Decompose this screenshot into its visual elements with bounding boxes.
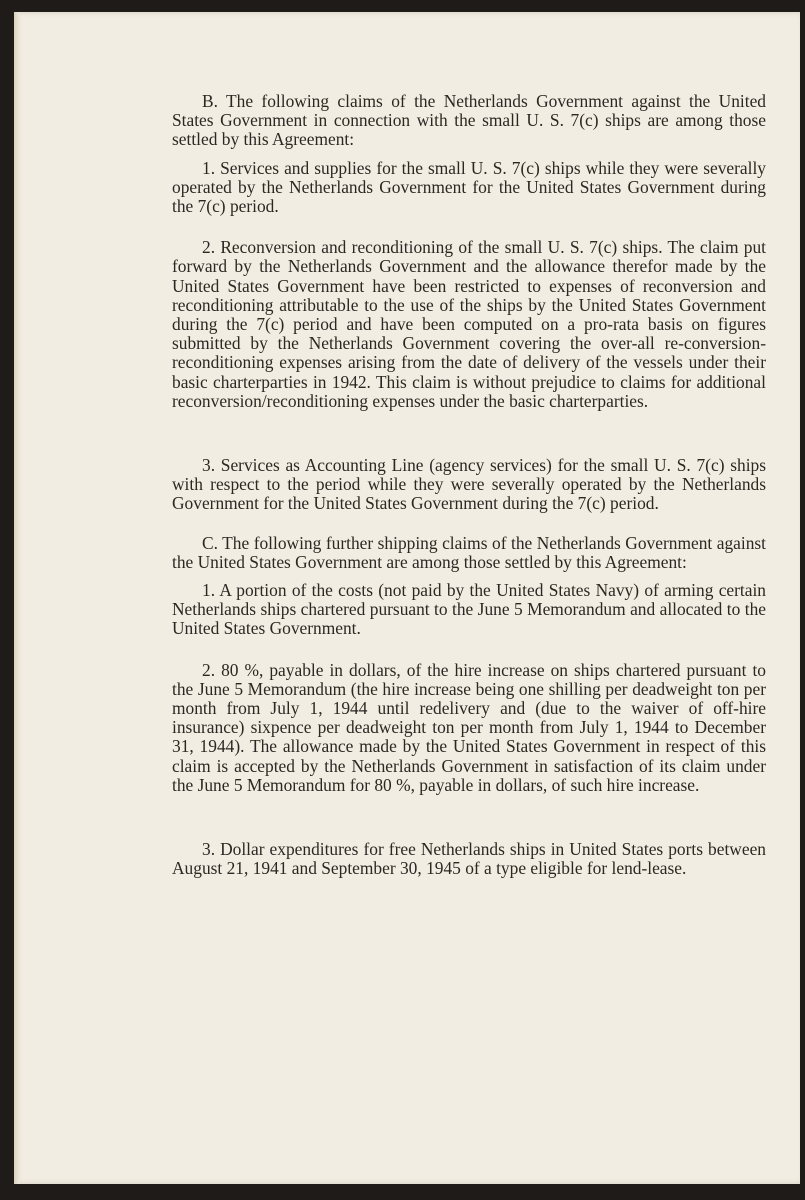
section-b-item-2: 2. Reconversion and reconditioning of the small U. S. 7(c) ships. The claim put forward by the Netherlands Government and the allowance therefor made by the United States Government have been restricted to expenses of reconversion and reconditioning attributable to the use of the ships by the United States Government during the 7(c) period and have been computed on a pro-rata basis on figures submitted by the Netherlands Government covering the over-all re-conversion-reconditioning expenses arising from the date of delivery of the vessels under their basic charterparties in 1942. This claim is without prejudice to claims for additional reconversion/reconditioning expenses under the basic charterparties. [172,237,766,411]
section-b-item-1: 1. Services and supplies for the small U. S. 7(c) ships while they were severally operated by the Netherlands Government for the United States Government during the 7(c) period. [172,157,766,217]
section-c-item-2: 2. 80 %, payable in dollars, of the hire increase on ships chartered pursuant to the June 5 Memorandum (the hire increase being one shilling per deadweight ton per month from July 1, 1944 until redelivery and (due to the waiver of off-hire insurance) sixpence per deadweight ton per month from July 1, 1944 to December 31, 1944). The allowance made by the United States Government in respect of this claim is accepted by the Netherlands Government in satisfaction of its claim under the June 5 Memorandum for 80 %, payable in dollars, of such hire increase. [172,659,766,795]
page-binding-edge [14,12,20,1184]
section-b-item-3: 3. Services as Accounting Line (agency services) for the small U. S. 7(c) ships with respect to the period while they were severally operated by the Netherlands Government for the United States Government during the 7(c) period. [172,455,766,514]
section-c-intro: C. The following further shipping claims of the Netherlands Government against the United States Government are among those settled by this Agreement: [172,532,766,572]
section-c-item-1: 1. A portion of the costs (not paid by the United States Navy) of arming certain Netherlands ships chartered pursuant to the June 5 Memorandum and allocated to the United States Government. [172,580,766,639]
section-c-item-3: 3. Dollar expenditures for free Netherlands ships in United States ports between August 21, 1941 and September 30, 1945 of a type eligible for lend-lease. [172,839,766,879]
section-b-intro: B. The following claims of the Netherlands Government against the United States Government in connection with the small U. S. 7(c) ships are among those settled by this Agreement: [172,91,766,150]
document-body [172,92,766,879]
